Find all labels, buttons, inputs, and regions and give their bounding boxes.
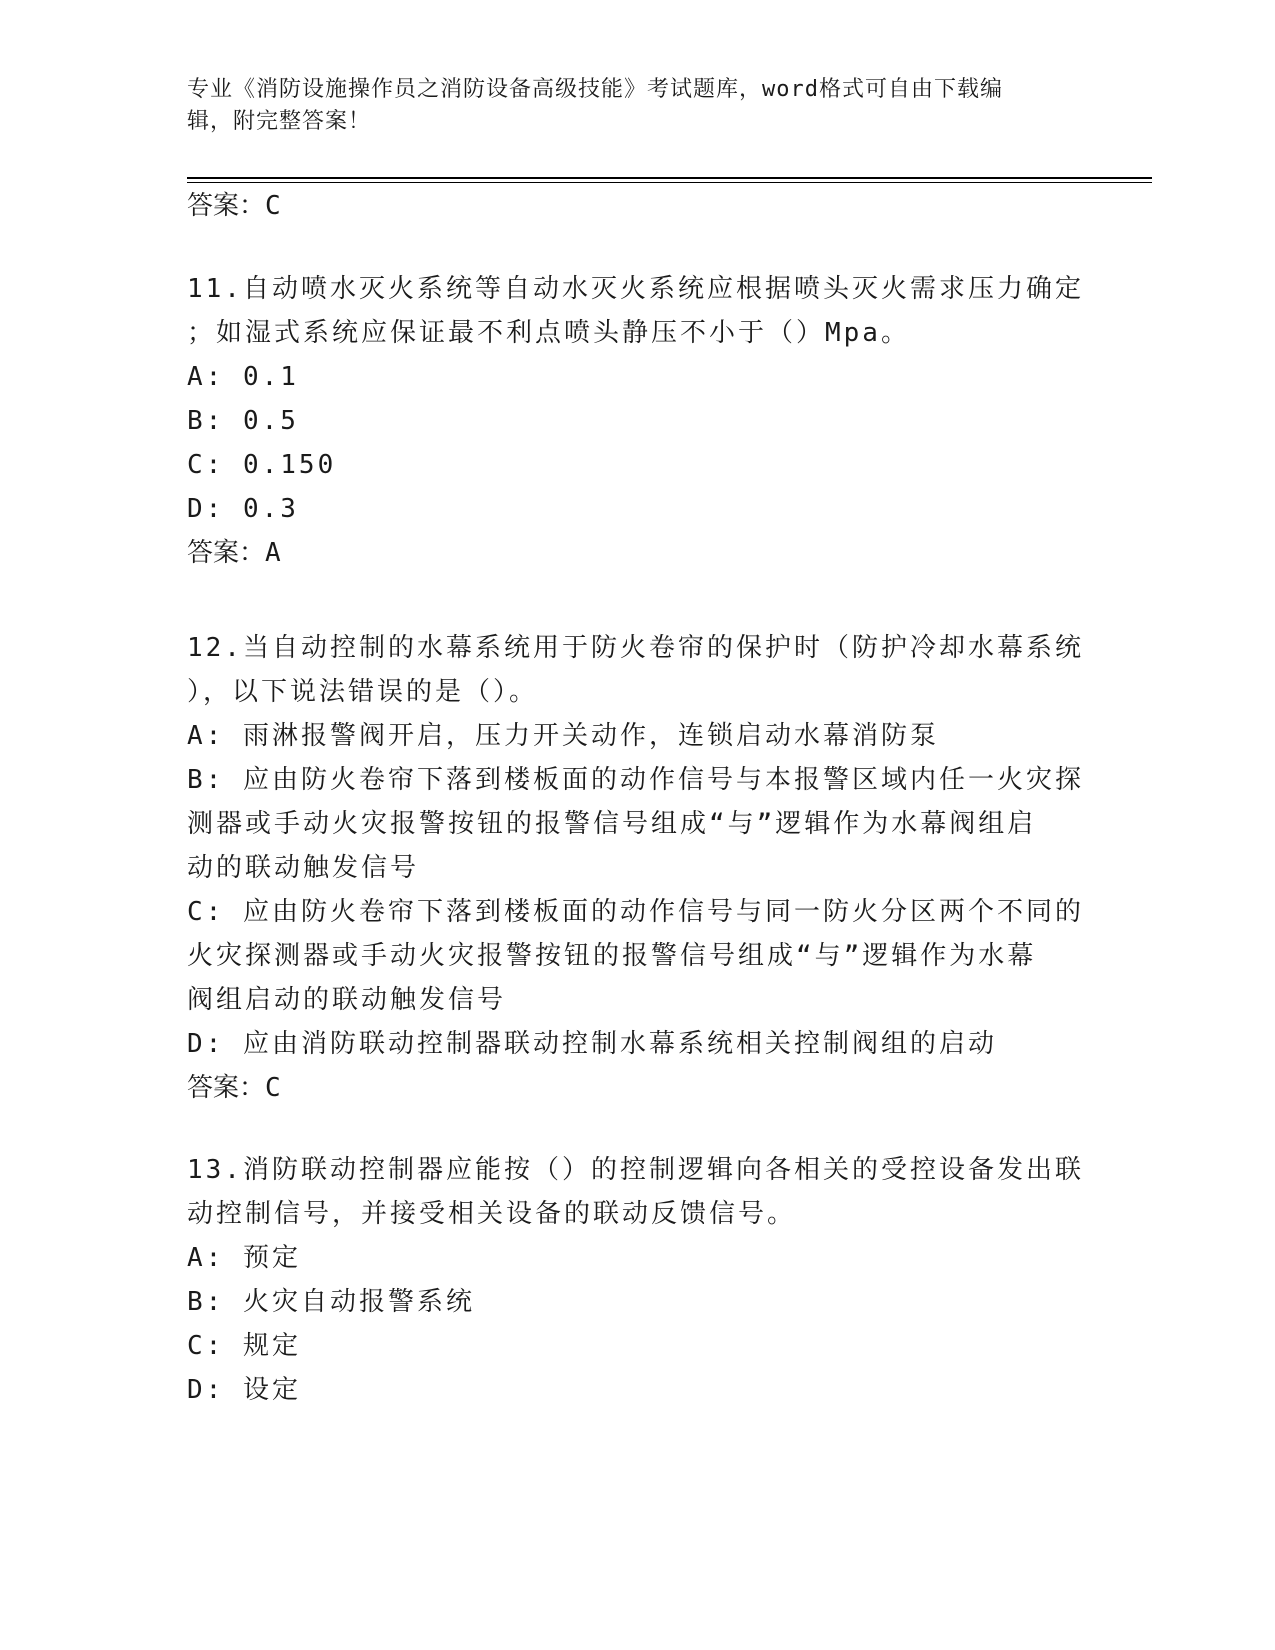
q12-answer xyxy=(187,1068,281,1108)
answer-value: C xyxy=(265,1073,281,1103)
q11-option-b: B: 0.5 xyxy=(187,406,299,436)
q12-option-a: A: 雨淋报警阀开启，压力开关动作，连锁启动水幕消防泵 xyxy=(187,721,939,751)
q12-stem-line-1: 12.当自动控制的水幕系统用于防火卷帘的保护时（防护冷却水幕系统 xyxy=(187,633,1084,663)
q11-stem-line-2: ；如湿式系统应保证最不利点喷头静压不小于（）Mpa。 xyxy=(187,318,910,348)
q12-option-b-line-1: B: 应由防火卷帘下落到楼板面的动作信号与本报警区域内任一火灾探 xyxy=(187,765,1084,795)
q12-option-c-line-1: C: 应由防火卷帘下落到楼板面的动作信号与同一防火分区两个不同的 xyxy=(187,897,1084,927)
q13-option-d: D: 设定 xyxy=(187,1375,301,1405)
q12-option-c-line-2: 火灾探测器或手动火灾报警按钮的报警信号组成“与”逻辑作为水幕 xyxy=(187,941,1037,971)
q13-stem-line-1: 13.消防联动控制器应能按（）的控制逻辑向各相关的受控设备发出联 xyxy=(187,1155,1084,1185)
q13-option-b: B: 火灾自动报警系统 xyxy=(187,1287,475,1317)
answer-value: A xyxy=(265,538,281,568)
q11-answer xyxy=(187,533,281,573)
q11-option-d: D: 0.3 xyxy=(187,494,299,524)
q11-stem-line-1: 11.自动喷水灭火系统等自动水灭火系统应根据喷头灭火需求压力确定 xyxy=(187,274,1084,304)
q12-stem-line-2: ），以下说法错误的是（）。 xyxy=(187,677,539,707)
q11-option-a: A: 0.1 xyxy=(187,362,299,392)
answer-label: 答案： xyxy=(187,538,266,568)
answer-label: 答案： xyxy=(187,1073,266,1103)
q11-option-c: C: 0.150 xyxy=(187,450,337,480)
q13-option-c: C: 规定 xyxy=(187,1331,301,1361)
answer-value: C xyxy=(265,191,281,221)
q12-option-b-line-2: 测器或手动火灾报警按钮的报警信号组成“与”逻辑作为水幕阀组启 xyxy=(187,809,1037,839)
q12-option-b-line-3: 动的联动触发信号 xyxy=(187,853,420,883)
header-divider-thin xyxy=(187,182,1152,183)
document-header xyxy=(187,74,1067,138)
header-divider-thick xyxy=(187,177,1152,179)
q12-option-c-line-3: 阀组启动的联动触发信号 xyxy=(187,985,507,1015)
previous-answer xyxy=(187,186,281,226)
q12-option-d: D: 应由消防联动控制器联动控制水幕系统相关控制阀组的启动 xyxy=(187,1029,997,1059)
q13-stem-line-2: 动控制信号，并接受相关设备的联动反馈信号。 xyxy=(187,1199,797,1229)
header-line-2: 辑，附完整答案！ xyxy=(187,109,372,134)
answer-label: 答案： xyxy=(187,191,266,221)
header-line-1: 专业《消防设施操作员之消防设备高级技能》考试题库，word格式可自由下载编 xyxy=(187,77,1003,102)
q13-option-a: A: 预定 xyxy=(187,1243,301,1273)
